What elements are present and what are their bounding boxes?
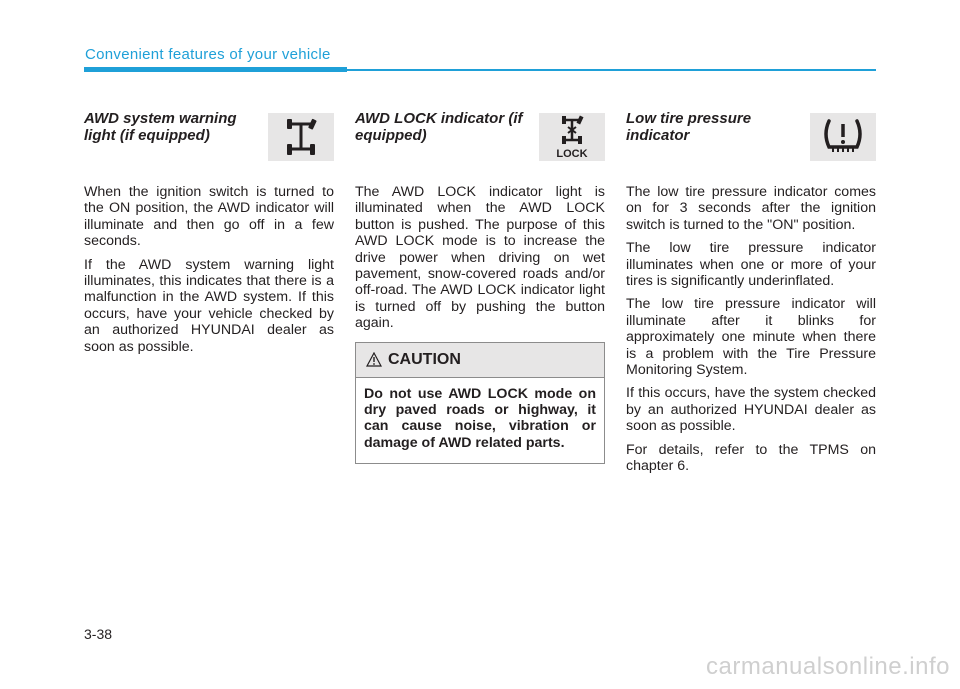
paragraph: When the ignition switch is turned to the ON position, the AWD indicator will illuminate and then go off in a few seconds.: [84, 184, 334, 250]
section-heading: Low tire pressure indicator: [626, 110, 752, 144]
paragraph: If this occurs, have the system checked by an authorized HYUNDAI dealer as soon as possible.: [626, 385, 876, 435]
tire-pressure-section: [626, 110, 876, 482]
paragraph: For details, refer to the TPMS on chapter 6.: [626, 441, 876, 475]
awd-lock-section: [355, 110, 605, 464]
caution-title: CAUTION: [388, 350, 461, 368]
lock-icon-label: LOCK: [556, 148, 588, 160]
watermark: carmanualsonline.info: [706, 653, 950, 680]
paragraph: The low tire pressure indicator illuminates when one or more of your tires is significantly underinflated.: [626, 240, 876, 290]
warning-triangle-icon: [366, 352, 382, 367]
section-title: Convenient features of your vehicle: [85, 46, 331, 63]
header-rule: [347, 69, 876, 71]
caution-text: Do not use AWD LOCK mode on dry paved roads or highway, it can cause noise, vibration or damage of AWD related parts.: [364, 385, 596, 451]
awd-lock-icon: [539, 113, 605, 161]
header-accent-bar: [84, 67, 347, 72]
paragraph: The low tire pressure indicator will illuminate after it blinks for approximately one minute when there is a problem with the Tire Pressure Monitoring System.: [626, 296, 876, 379]
section-heading: AWD system warning light (if equipped): [84, 110, 237, 144]
awd-warning-icon: [268, 113, 334, 161]
page-number: 3-38: [84, 626, 113, 642]
awd-warning-section: [84, 110, 334, 362]
paragraph: The AWD LOCK indicator light is illuminated when the AWD LOCK button is pushed. The purpose of this AWD LOCK mode is to increase the drive power when driving on wet pavement, snow-covered roads and/or off-road. The AWD LOCK indicator light is turned off by pushing the button again.: [355, 184, 605, 332]
paragraph: If the AWD system warning light illuminates, this indicates that there is a malfunction in the AWD system. If this occurs, have your vehicle checked by an authorized HYUNDAI dealer as soon as possible.: [84, 256, 334, 355]
tire-pressure-icon: [810, 113, 876, 161]
caution-header: [356, 343, 604, 378]
section-heading: AWD LOCK indicator (if equipped): [355, 110, 523, 144]
caution-box: [355, 342, 605, 465]
paragraph: The low tire pressure indicator comes on for 3 seconds after the ignition switch is turned to the "ON" position.: [626, 184, 876, 233]
